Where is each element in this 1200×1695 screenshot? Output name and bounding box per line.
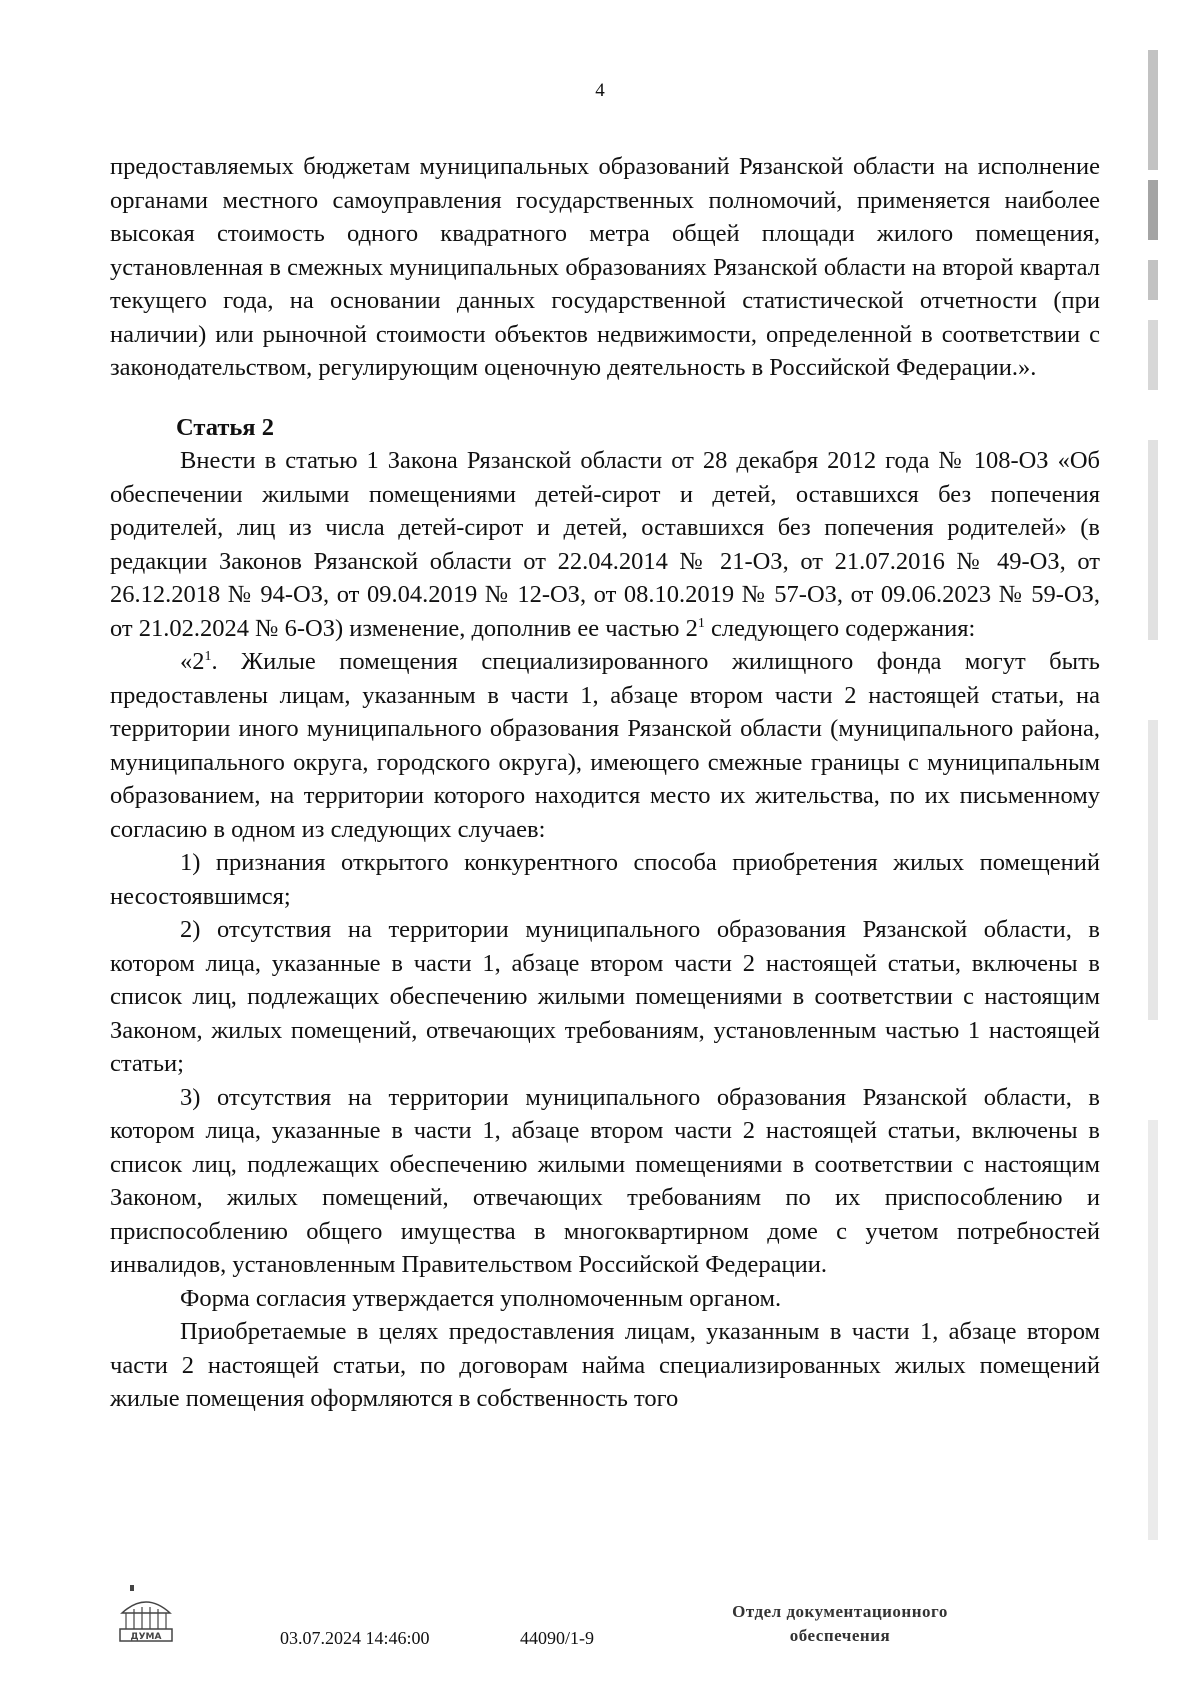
paragraph-continuation: предоставляемых бюджетам муниципальных образований Рязанской области на исполнение органами местного самоуправления государственных полномочий, применяется наиболее высокая стоимость одного квадратного метра общей площади жилого помещения, установленная в смежных муниципальных образованиях Рязанской области на второй квартал текущего года, на основании данных государственной статистической отчетности (при наличии) или рыночной стоимости объектов недвижимости, определенной в соответствии с законодательством, регулирующим оценочную деятельность в Российской Федерации.». [110, 153, 1100, 381]
stamp-line-1: Отдел документационного [732, 1602, 948, 1621]
footer-timestamp: 03.07.2024 14:46:00 [280, 1628, 430, 1648]
list-item-3: 3) отсутствия на территории муниципального образования Рязанской области, в котором лица, указанные в части 1, абзаце втором части 2 настоящей статьи, включены в список лиц, подлежащих обеспечению жилыми помещениями в соответствии с настоящим Законом, жилых помещений, отвечающих требованиям по их приспособлению и приспособлению общего имущества в многоквартирном доме с учетом потребностей инвалидов, установленным Правительством Российской Федерации. [110, 1083, 1100, 1278]
list-item-1: 1) признания открытого конкурентного способа приобретения жилых помещений несостоявшимся; [110, 849, 1100, 910]
paragraph-part-2-1: «$2^1$. Жилые помещения специализированного жилищного фонда могут быть предоставлены лицам, указанным в части 1, абзаце втором части 2 настоящей статьи, на территории иного муниципального образования Рязанской области (муниципального района, муниципального округа, городского округа), имеющего смежные границы с муниципальным образованием, на территории которого находится место их жительства, по их письменному согласию в одном из следующих случаев: [110, 648, 1100, 843]
duma-emblem-icon [116, 1585, 176, 1645]
paragraph-consent-form: Форма согласия утверждается уполномоченным органом. [180, 1284, 782, 1312]
paragraph-acquisition: Приобретаемые в целях предоставления лицам, указанным в части 1, абзаце втором части 2 настоящей статьи, по договорам найма специализированных жилых помещений жилые помещения оформляются в собственность того [110, 1318, 1100, 1412]
paragraph-amendment: Внести в статью 1 Закона Рязанской области от 28 декабря 2012 года № 108-ОЗ «Об обеспечении жилыми помещениями детей-сирот и детей, оставшихся без попечения родителей, лиц из числа детей-сирот и детей, оставшихся без попечения родителей» (в редакции Законов Рязанской области от 22.04.2014 № 21-ОЗ, от 21.07.2016 № 49-ОЗ, от 26.12.2018 № 94-ОЗ, от 09.04.2019 № 12-ОЗ, от 08.10.2019 № 57-ОЗ, от 09.06.2023 № 59-ОЗ, от 21.02.2024 № 6-ОЗ) изменение, дополнив ее частью $2^1$ следующего содержания: [110, 447, 1100, 642]
footer-registration-number: 44090/1-9 [520, 1628, 594, 1648]
page-number: 4 [595, 80, 605, 101]
scan-margin-strip [1148, 20, 1160, 1640]
list-item-2: 2) отсутствия на территории муниципального образования Рязанской области, в котором лица, указанные в части 1, абзаце втором части 2 настоящей статьи, включены в список лиц, подлежащих обеспечению жилыми помещениями в соответствии с настоящим Законом, жилых помещений, отвечающих требованиям, установленным частью 1 настоящей статьи; [110, 916, 1100, 1077]
department-stamp [690, 1600, 990, 1648]
svg-text:ДУМА: ДУМА [130, 1632, 162, 1642]
article-heading: Статья 2 [176, 413, 274, 441]
stamp-line-2: обеспечения [789, 1626, 891, 1645]
document-body [110, 150, 1100, 1416]
